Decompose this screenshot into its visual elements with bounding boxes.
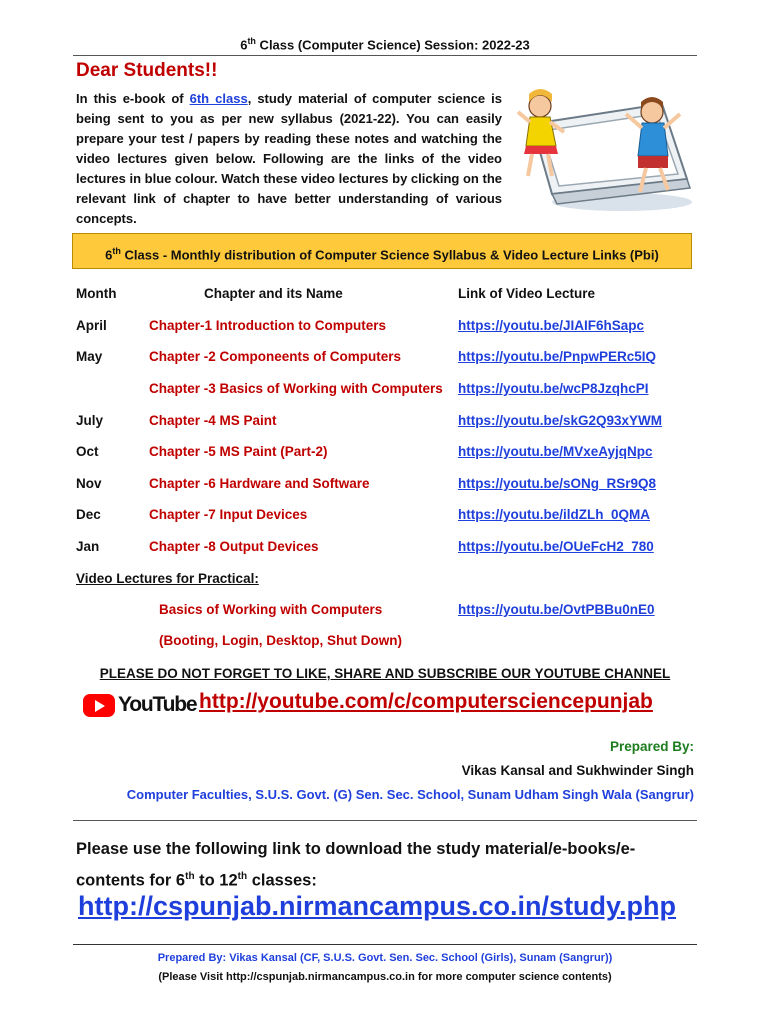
row-month: July (76, 413, 104, 428)
page-header (0, 36, 770, 52)
banner-num: 6 (105, 247, 113, 263)
row-month: Jan (76, 539, 100, 554)
row-chapter: Chapter-1 Introduction to Computers (149, 318, 386, 333)
students-computer-illustration (512, 84, 702, 214)
syllabus-banner (72, 233, 692, 269)
download-sup-1: th (185, 871, 195, 882)
intro-paragraph (76, 89, 502, 229)
row-video-link[interactable]: https://youtu.be/skG2Q93xYWM (458, 413, 663, 428)
download-line-1: Please use the following link to download the study material/e-books/e- (76, 840, 636, 858)
row-chapter: Chapter -3 Basics of Working with Computers (149, 381, 443, 396)
footer-divider (73, 944, 697, 945)
intro-text-before: In this e-book of (76, 91, 190, 106)
row-video-link[interactable]: https://youtu.be/OUeFcH2_780 (458, 539, 654, 554)
practical-topic-detail: (Booting, Login, Desktop, Shut Down) (159, 633, 402, 648)
banner-text: Class - Monthly distribution of Computer Science Syllabus & Video Lecture Links (Pbi) (120, 247, 659, 263)
youtube-channel-link[interactable]: http://youtube.com/c/computersciencepunjab (199, 690, 653, 713)
greeting: Dear Students!! (76, 60, 218, 81)
prepared-by-label: Prepared By: (609, 739, 694, 754)
header-sup: th (247, 36, 256, 46)
subscribe-call-to-action: PLEASE DO NOT FORGET TO LIKE, SHARE AND SUBSCRIBE OUR YOUTUBE CHANNEL (99, 666, 671, 681)
row-video-link[interactable]: https://youtu.be/wcP8JzqhcPI (458, 381, 649, 396)
table-row (0, 476, 770, 496)
row-video-link[interactable]: https://youtu.be/sONg_RSr9Q8 (458, 476, 657, 491)
header-title: Class (Computer Science) Session: 2022-23 (255, 37, 530, 53)
study-material-link[interactable]: http://cspunjab.nirmancampus.co.in/study.php (78, 891, 677, 921)
row-video-link[interactable]: https://youtu.be/MVxeAyjqNpc (458, 444, 653, 459)
table-row (0, 507, 770, 527)
youtube-logo-icon (83, 693, 197, 719)
practical-heading: Video Lectures for Practical: (76, 571, 259, 586)
class-link[interactable]: 6th class (189, 91, 248, 106)
download-text-b: to 12 (194, 871, 238, 890)
download-text-a: contents for 6 (76, 871, 186, 890)
table-row (0, 539, 770, 559)
table-row (0, 413, 770, 433)
table-row (0, 381, 770, 401)
row-month: April (76, 318, 107, 333)
download-sup-2: th (237, 871, 248, 882)
table-row (0, 349, 770, 369)
footer-credit: Prepared By: Vikas Kansal (CF, S.U.S. Govt. Sen. Sec. School (Girls), Sunam (Sangrur)) (157, 952, 613, 964)
download-text-c: classes: (247, 871, 317, 890)
practical-topic: Basics of Working with Computers (159, 602, 383, 617)
table-row (0, 444, 770, 464)
header-month: Month (76, 286, 117, 301)
row-month: Oct (76, 444, 99, 459)
row-month: May (76, 349, 103, 364)
intro-text-after: , study material of computer science is being sent to you as per new syllabus (2021-22). You can easily prepare your test / papers by reading these notes and watching the video lectures given below. Following are the links of the video lectures in blue colour. Watch these video lectures by clicking on the relevant link of chapter to have better understanding of various concepts. (76, 91, 502, 226)
header-num: 6 (240, 37, 248, 53)
author-school: Computer Faculties, S.U.S. Govt. (G) Sen. Sec. School, Sunam Udham Singh Wala (Sangrur) (126, 787, 694, 802)
row-chapter: Chapter -8 Output Devices (149, 539, 319, 554)
row-video-link[interactable]: https://youtu.be/PnpwPERc5IQ (458, 349, 657, 364)
header-chapter: Chapter and its Name (204, 286, 343, 301)
table-row (0, 318, 770, 338)
row-chapter: Chapter -4 MS Paint (149, 413, 277, 428)
download-line-2 (76, 863, 694, 895)
header-divider (73, 55, 697, 56)
row-chapter: Chapter -5 MS Paint (Part-2) (149, 444, 328, 459)
download-instructions (76, 835, 694, 895)
practical-video-link[interactable]: https://youtu.be/OvtPBBu0nE0 (458, 602, 655, 617)
row-chapter: Chapter -6 Hardware and Software (149, 476, 370, 491)
row-video-link[interactable]: https://youtu.be/ildZLh_0QMA (458, 507, 650, 522)
row-month: Dec (76, 507, 101, 522)
header-link: Link of Video Lecture (458, 286, 596, 301)
youtube-logo-text: YouTube (118, 693, 197, 716)
play-icon (83, 694, 115, 717)
banner-sup: th (112, 246, 121, 256)
author-names: Vikas Kansal and Sukhwinder Singh (461, 763, 694, 778)
row-chapter: Chapter -2 Componeents of Computers (149, 349, 402, 364)
row-chapter: Chapter -7 Input Devices (149, 507, 308, 522)
section-divider (73, 820, 697, 821)
footer-visit-note: (Please Visit http://cspunjab.nirmancampus.co.in for more computer science contents) (158, 971, 612, 983)
row-month: Nov (76, 476, 102, 491)
row-video-link[interactable]: https://youtu.be/JIAIF6hSapc (458, 318, 645, 333)
